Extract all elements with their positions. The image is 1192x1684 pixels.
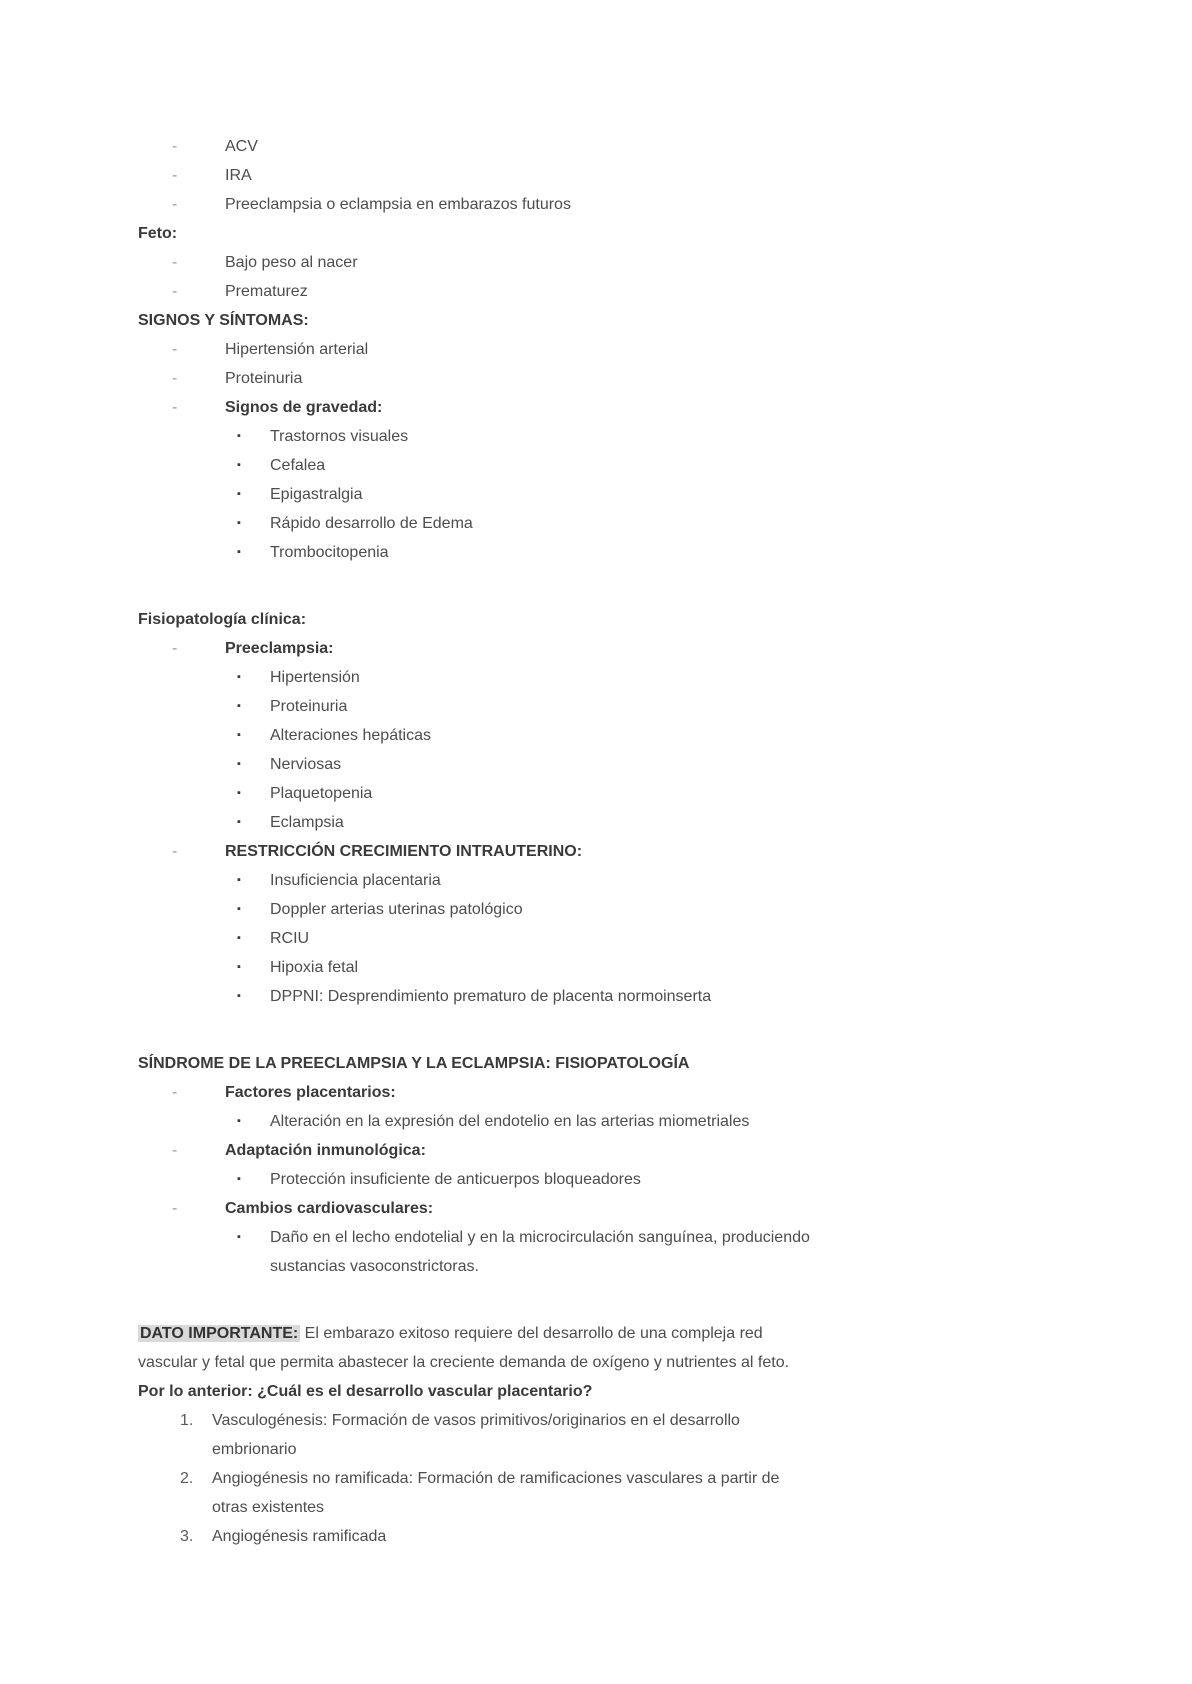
text-line: otras existentes [212,1499,325,1516]
text-line: Angiogénesis ramificada [212,1528,387,1545]
blank-line [138,1281,1060,1319]
sub-list-item-text: Nerviosas [270,756,342,773]
square-bullet-icon: ▪ [237,700,241,712]
dash-bullet-icon: - [172,254,178,271]
square-bullet-icon: ▪ [237,816,241,828]
sub-list-item-text: Doppler arterias uterinas patológico [270,901,523,918]
sub-list-item-text: Proteinuria [270,698,348,715]
dash-bullet-icon: - [172,341,178,358]
sub-list-item [138,953,1060,982]
sub-list-item-text: Alteración en la expresión del endotelio en las arterias miometriales [270,1113,750,1130]
list-item-factores [138,1078,1060,1107]
question-heading: Por lo anterior: ¿Cuál es el desarrollo vascular placentario? [138,1383,593,1400]
sub-list-item-text: Hipertensión [270,669,360,686]
list-item [138,190,1060,219]
numbered-item-text [212,1464,1060,1522]
important-note-line: vascular y fetal que permita abastecer la creciente demanda de oxígeno y nutrientes al feto. [138,1354,790,1371]
square-bullet-icon: ▪ [237,932,241,944]
sub-list-item [138,866,1060,895]
square-bullet-icon: ▪ [237,787,241,799]
sub-list-item [138,1223,1060,1281]
square-bullet-icon: ▪ [237,758,241,770]
important-note-label: DATO IMPORTANTE: [140,1325,299,1342]
sub-list-item-text: Plaquetopenia [270,785,373,802]
square-bullet-icon: ▪ [237,1231,241,1243]
dash-bullet-icon: - [172,1142,178,1159]
item-number: 2. [180,1470,194,1487]
text-line: Daño en el lecho endotelial y en la microcirculación sanguínea, produciendo [270,1229,810,1246]
square-bullet-icon: ▪ [237,874,241,886]
sub-list-item-text: Trombocitopenia [270,544,389,561]
numbered-item [138,1464,1060,1522]
sub-list-item-text: Insuficiencia placentaria [270,872,441,889]
sub-list-item [138,1107,1060,1136]
item-number: 1. [180,1412,194,1429]
sub-list-item-text: Epigastralgia [270,486,363,503]
list-item-text: ACV [225,138,258,155]
square-bullet-icon: ▪ [237,430,241,442]
list-item-text: Hipertensión arterial [225,341,369,358]
sub-list-item-text: Eclampsia [270,814,344,831]
dash-bullet-icon: - [172,1084,178,1101]
numbered-item [138,1522,1060,1551]
sub-list-item [138,982,1060,1011]
sub-list-item-text [270,1223,1060,1281]
list-item-text: Bajo peso al nacer [225,254,358,271]
square-bullet-icon: ▪ [237,961,241,973]
item-number: 3. [180,1528,194,1545]
sub-list-item-text: Cefalea [270,457,326,474]
list-item [138,161,1060,190]
section-heading-signos: SIGNOS Y SÍNTOMAS: [138,312,309,329]
list-item [138,277,1060,306]
list-item-gravedad [138,393,1060,422]
square-bullet-icon: ▪ [237,1115,241,1127]
text-line: Vasculogénesis: Formación de vasos primitivos/originarios en el desarrollo [212,1412,740,1429]
section-heading-feto: Feto: [138,225,178,242]
sub-list-item [138,509,1060,538]
sub-list-item [138,451,1060,480]
important-note-line [138,1319,1060,1348]
sub-list-item [138,1165,1060,1194]
text-line: sustancias vasoconstrictoras. [270,1258,479,1275]
sub-list-item-text: Protección insuficiente de anticuerpos bloqueadores [270,1171,641,1188]
dash-bullet-icon: - [172,167,178,184]
list-item [138,248,1060,277]
sub-list-item [138,924,1060,953]
sublist-label: Factores placentarios: [225,1084,396,1101]
list-item-adaptacion [138,1136,1060,1165]
sublist-label: Cambios cardiovasculares: [225,1200,434,1217]
sub-list-item [138,750,1060,779]
sublist-label: Signos de gravedad: [225,399,383,416]
important-note [138,1319,1060,1377]
list-item-cambios [138,1194,1060,1223]
square-bullet-icon: ▪ [237,729,241,741]
sub-list-item [138,480,1060,509]
dash-bullet-icon: - [172,283,178,300]
sub-list-item-text: Alteraciones hepáticas [270,727,431,744]
dash-bullet-icon: - [172,138,178,155]
sublist-label: RESTRICCIÓN CRECIMIENTO INTRAUTERINO: [225,843,583,860]
sub-list-item [138,721,1060,750]
document-content [138,132,1060,1551]
sub-list-item-text: Trastornos visuales [270,428,409,445]
sub-list-item [138,422,1060,451]
sublist-label: Preeclampsia: [225,640,334,657]
blank-line [138,567,1060,605]
text-line: embrionario [212,1441,297,1458]
list-item-text: Prematurez [225,283,308,300]
square-bullet-icon: ▪ [237,488,241,500]
text-line: Angiogénesis no ramificada: Formación de ramificaciones vasculares a partir de [212,1470,780,1487]
dash-bullet-icon: - [172,399,178,416]
dash-bullet-icon: - [172,843,178,860]
list-item [138,132,1060,161]
sub-list-item [138,895,1060,924]
sublist-label: Adaptación inmunológica: [225,1142,426,1159]
sub-list-item [138,808,1060,837]
sub-list-item [138,663,1060,692]
square-bullet-icon: ▪ [237,546,241,558]
numbered-item-text [212,1522,1060,1551]
list-item-preeclampsia [138,634,1060,663]
list-item-rciu [138,837,1060,866]
list-item-text: IRA [225,167,252,184]
dash-bullet-icon: - [172,1200,178,1217]
list-item-text: Proteinuria [225,370,303,387]
numbered-item [138,1406,1060,1464]
important-note-text: El embarazo exitoso requiere del desarrollo de una compleja red [300,1325,763,1342]
list-item-text: Preeclampsia o eclampsia en embarazos futuros [225,196,571,213]
list-item [138,364,1060,393]
dash-bullet-icon: - [172,196,178,213]
sub-list-item [138,538,1060,567]
sub-list-item-text: DPPNI: Desprendimiento prematuro de placenta normoinserta [270,988,712,1005]
square-bullet-icon: ▪ [237,1173,241,1185]
square-bullet-icon: ▪ [237,671,241,683]
numbered-item-text [212,1406,1060,1464]
sub-list-item [138,692,1060,721]
list-item [138,335,1060,364]
square-bullet-icon: ▪ [237,459,241,471]
square-bullet-icon: ▪ [237,990,241,1002]
section-heading-sindrome: SÍNDROME DE LA PREECLAMPSIA Y LA ECLAMPSIA: FISIOPATOLOGÍA [138,1055,690,1072]
dash-bullet-icon: - [172,370,178,387]
sub-list-item [138,779,1060,808]
square-bullet-icon: ▪ [237,903,241,915]
section-heading-fisiopatologia: Fisiopatología clínica: [138,611,307,628]
square-bullet-icon: ▪ [237,517,241,529]
dash-bullet-icon: - [172,640,178,657]
blank-line [138,1011,1060,1049]
sub-list-item-text: Rápido desarrollo de Edema [270,515,473,532]
sub-list-item-text: RCIU [270,930,310,947]
sub-list-item-text: Hipoxia fetal [270,959,359,976]
